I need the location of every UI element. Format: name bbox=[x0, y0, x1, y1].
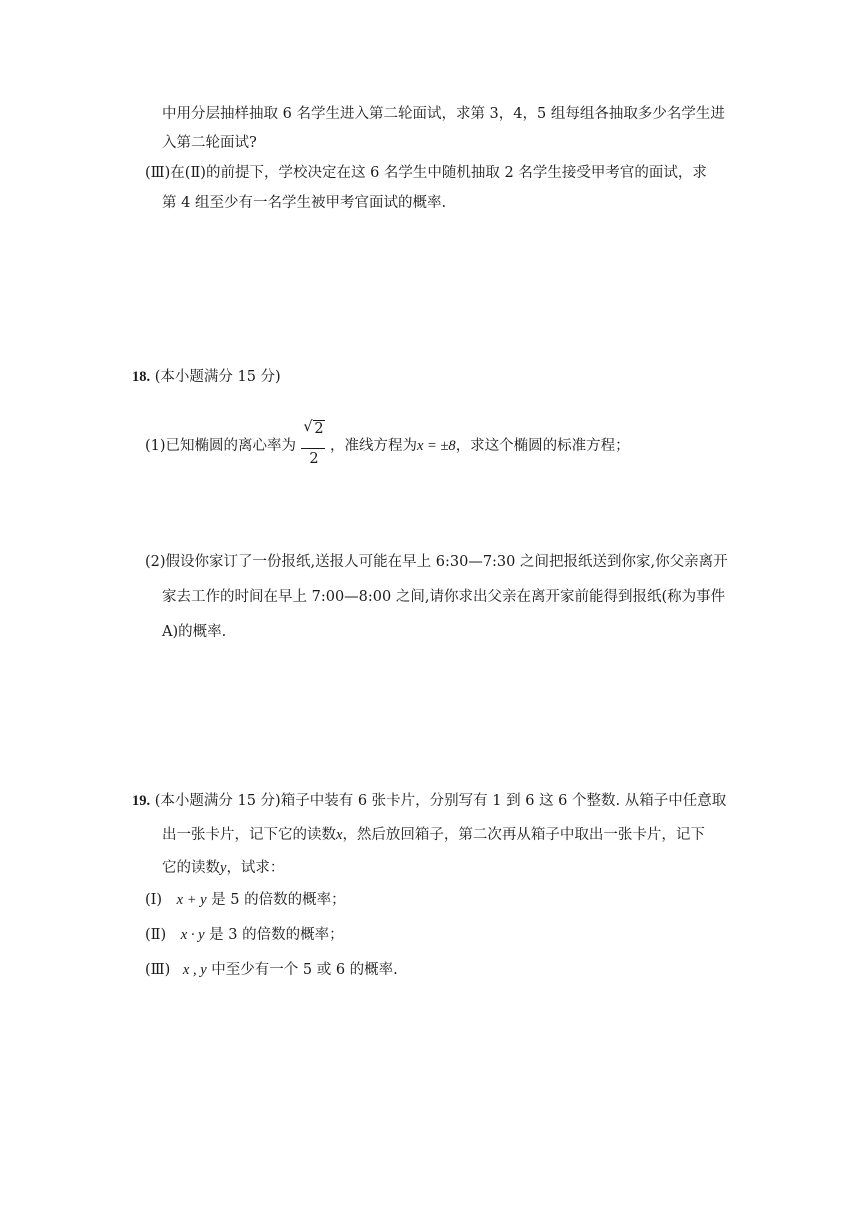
q17-part3-line-1: (Ⅲ)在(Ⅱ)的前提下，学校决定在这 6 名学生中随机抽取 2 名学生接受甲考官的面试，求 bbox=[145, 165, 707, 181]
square-root: √ 2 bbox=[303, 419, 324, 437]
subquestion-label: (Ⅰ) bbox=[145, 892, 163, 908]
q18-points: (本小题满分 15 分) bbox=[150, 369, 281, 385]
q18-part2-line-3: A)的概率. bbox=[162, 624, 227, 640]
q18-part1-prefix: (1)已知椭圆的离心率为 bbox=[145, 438, 297, 454]
q19-subquestion-1: (Ⅰ) x + y 是 5 的倍数的概率； bbox=[145, 892, 346, 908]
q18-part2-line-2: 家去工作的时间在早上 7:00—8:00 之间,请你求出父亲在离开家前能得到报纸(称为事件 bbox=[162, 589, 726, 605]
expression-pair: x , y bbox=[182, 962, 207, 978]
expression-product: x · y bbox=[180, 927, 205, 943]
q18-header bbox=[132, 367, 281, 387]
fraction-numerator bbox=[299, 421, 329, 437]
q19-line-1: 19. (本小题满分 15 分)箱子中装有 6 张卡片，分别写有 1 到 6 这 6 个整数. 从箱子中任意取 bbox=[132, 793, 727, 809]
q17-part3-line-2: 第 4 组至少有一名学生被甲考官面试的概率. bbox=[162, 195, 447, 211]
variable-x: x bbox=[336, 827, 343, 843]
fraction-denominator: 2 bbox=[309, 451, 319, 467]
q17-continuation-line-1: 中用分层抽样抽取 6 名学生进入第二轮面试，求第 3，4，5 组每组各抽取多少名学生进 bbox=[162, 106, 725, 122]
q19-number: 19. bbox=[132, 793, 151, 809]
q19-line-2: 出一张卡片，记下它的读数x，然后放回箱子，第二次再从箱子中取出一张卡片，记下 bbox=[162, 827, 705, 843]
q18-part2-line-1: (2)假设你家订了一份报纸,送报人可能在早上 6:30—7:30 之间把报纸送到你家,你父亲离开 bbox=[145, 554, 728, 570]
q19-subquestion-3: (Ⅲ) x , y 中至少有一个 5 或 6 的概率. bbox=[145, 962, 398, 978]
variable-y: y bbox=[220, 860, 227, 876]
q19-subquestion-2: (Ⅱ) x · y 是 3 的倍数的概率； bbox=[145, 927, 344, 943]
subquestion-label: (Ⅱ) bbox=[145, 927, 167, 943]
eccentricity-fraction bbox=[299, 421, 329, 473]
subquestion-label: (Ⅲ) bbox=[145, 962, 171, 978]
fraction-bar bbox=[301, 448, 325, 449]
q17-continuation-line-2: 入第二轮面试? bbox=[162, 135, 257, 151]
q19-line-3: 它的读数y，试求： bbox=[162, 860, 285, 876]
directrix-equation: x = ±8 bbox=[417, 438, 456, 454]
expression-sum: x + y bbox=[176, 892, 207, 908]
q18-part1-rest: ，准线方程为x = ±8，求这个椭圆的标准方程； bbox=[330, 438, 630, 454]
q18-number: 18. bbox=[132, 369, 151, 385]
